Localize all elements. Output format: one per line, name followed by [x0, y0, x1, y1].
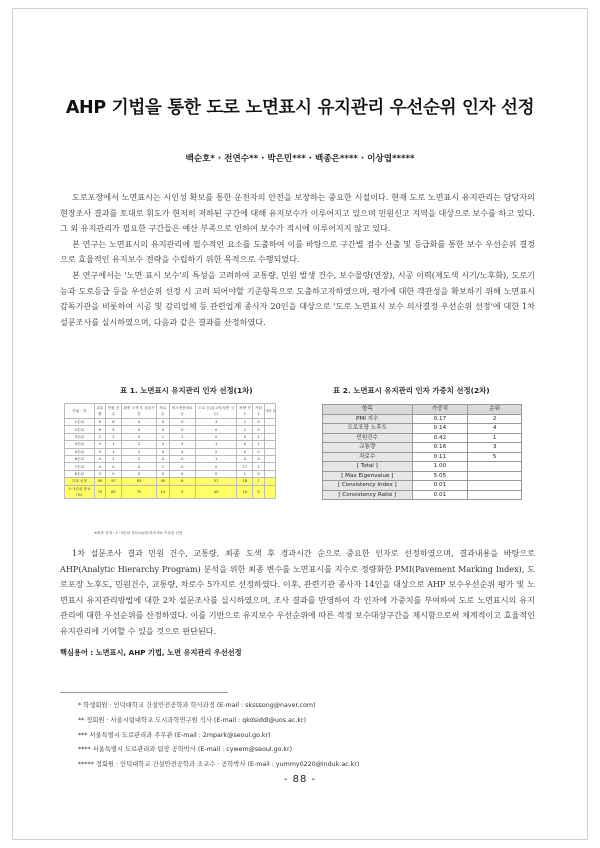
table1-header: 민원 건수: [105, 404, 121, 419]
table1-cell: [264, 485, 275, 498]
table1-header: 도로 등급(고속/일반 국도): [195, 404, 237, 419]
table1-cell: 0: [105, 463, 121, 470]
table2-header-row: [323, 405, 522, 415]
table1-cell: 0: [157, 426, 169, 433]
footnote-divider: [60, 692, 228, 693]
table1-cell: 1: [157, 433, 169, 440]
table1-cell: 0: [94, 463, 105, 470]
table1-cell: 5순위: [65, 448, 95, 455]
footnotes: [78, 699, 359, 773]
table1-cell: 2: [94, 433, 105, 440]
table1-cell: 3: [195, 419, 237, 426]
table2-header-weight: 가중치: [412, 405, 468, 415]
table1-cell: 특점 선정: [65, 478, 95, 485]
table1-cell: 0: [169, 426, 195, 433]
table1-cell: 0: [94, 455, 105, 462]
table1-cell: 0: [157, 448, 169, 455]
table2-item-label: [ Consistency Index ]: [323, 481, 413, 491]
table1-cell: 97: [105, 478, 121, 485]
table1-cell: 83: [121, 478, 156, 485]
paragraph-3: 본 연구에서는 '노면 표시 보수'의 특성을 고려하여 교통량, 민원 발생 건수, 보수물량(연장), 시공 이력(제도색 시기/노후화), 도로기능과 도로등급 등을 우선순위 선정 시 고려 되어야할 기준항목으로 도출하고자하였으며, 평가에 대한 객관성을 확보하기 위해 노면표시 감독기관을 비롯하여 시공 및 감리업체 등 관련업계 종사자 20인을 대상으로 '도로 노면표시 보수 의사결정 우선순위 선정'에 대한 1차 설문조사를 실시하였으며, 다음과 같은 결과를 산정하였다.: [60, 269, 535, 327]
abstract-body: [60, 190, 535, 330]
table2-rank: 5: [468, 452, 522, 462]
table2-item-label: [ Max Eigenvalue ]: [323, 471, 413, 481]
table1-cell: 5: [237, 433, 253, 440]
table2-rank: [468, 462, 522, 472]
table1-cell: 3순위: [65, 433, 95, 440]
table1-cell: 3: [157, 441, 169, 448]
table2-item-label: 민원건수: [323, 433, 413, 443]
table1-cell: 1: [105, 441, 121, 448]
table1-cell: 0: [94, 448, 105, 455]
table1-row: [65, 463, 276, 470]
table1-cell: 1: [253, 433, 264, 440]
table1-cell: 6: [105, 419, 121, 426]
table1-row: [65, 441, 276, 448]
table2-row: [323, 471, 522, 481]
table1-cell: 0: [253, 470, 264, 477]
table2-rank: 4: [468, 424, 522, 434]
footnote-4: **** 서울특별시 도로관리과 팀장 공학박사 (E-mail : cywem@seoul.go.kr): [78, 746, 293, 754]
table2-rank: 3: [468, 443, 522, 453]
table2-row: [323, 424, 522, 434]
table1-cell: [264, 455, 275, 462]
table1-summary-row: [65, 478, 276, 485]
table2-weight: 0.17: [412, 414, 468, 424]
table1-cell: 0: [253, 426, 264, 433]
table1-cell: 0: [121, 470, 156, 477]
table2-rank: [468, 490, 522, 500]
table1-cell: 18: [237, 478, 253, 485]
table1-cell: 40: [195, 485, 237, 498]
table1-cell: 2: [121, 448, 156, 455]
table1-cell: 5: [253, 485, 264, 498]
table1-cell: 0: [157, 470, 169, 477]
table1-cell: 5: [105, 426, 121, 433]
table1-cell: 0: [237, 441, 253, 448]
table2-caption: 표 2. 노면표시 유지관리 인자 가중치 선정(2차): [333, 386, 490, 395]
table1-cell: 1: [105, 448, 121, 455]
table1-row: [65, 426, 276, 433]
table2-header-rank: 순위: [468, 405, 522, 415]
paper-title: AHP 기법을 통한 도로 노면표시 유지관리 우선순위 인자 선정: [65, 98, 535, 118]
table1-cell: 1: [237, 419, 253, 426]
table1-cell: 0: [195, 426, 237, 433]
table2-row: [323, 481, 522, 491]
paragraph-4: 1차 설문조사 결과 민원 건수, 교통량, 최종 도색 후 경과시간 순으로 중요한 인자로 선정하였으며, 결과내용을 바탕으로 AHP(Analytic Hierarchy Program) 분석을 위한 최종 변수를 노면표시를 지수로 정량화한 PMI(Pavement Marking Index), 도로포장 노후도, 민원건수, 교통량, 차로수 5가지로 선정하였다. 이후, 관련기관 종사자 14인을 대상으로 AHP 보수우선순위 평가 및 노면표시 유지관리방법에 대한 2차 설문조사를 실시하였으며, 조사 결과를 반영하여 각 인자에 가중치를 부여하여 도로 노면표시의 유지관리에 대한 우선순위를 산정하였다. 이를 기반으로 유지보수 우선순위에 따른 적정 보수대상구간을 제시함으로써 체계적이고 효율적인 유지관리에 기여할 수 있을 것으로 판단된다.: [60, 548, 535, 636]
table1-cell: 85: [105, 485, 121, 498]
table1-cell: 0: [94, 441, 105, 448]
footnote-5: ***** 정회원 · 인덕대학교 건설안전공학과 조교수 · 공학박사 (E-mail : yummy0220@induk.ac.kr): [78, 761, 360, 769]
table1-cell: 15: [157, 485, 169, 498]
table1-cell: 0: [169, 463, 195, 470]
paragraph-2: 본 연구는 노면표시의 유지관리에 필수적인 요소를 도출하여 이를 바탕으로 구간별 점수 산출 및 등급화를 통한 보수 우선순위 결정으로 효율적인 유지보수 전략을 수립하기 위한 목적으로 수행되었다.: [60, 238, 535, 265]
table1-cell: 1: [157, 463, 169, 470]
table2-rank: 1: [468, 433, 522, 443]
table1-cell: 90: [94, 478, 105, 485]
table1-cell: 8: [169, 478, 195, 485]
table2-row: [323, 433, 522, 443]
table1-cell: 3: [169, 441, 195, 448]
table1-note: ※최종 선정 : 1~3순위 중요(%)에 따라 0% 이상을 선정: [94, 531, 183, 535]
table1-cell: [264, 448, 275, 455]
table1-cell: 5: [169, 485, 195, 498]
table2-weight: 1.00: [412, 462, 468, 472]
table1-cell: 0: [157, 455, 169, 462]
table1-cell: 45: [157, 478, 169, 485]
table1-cell: [264, 463, 275, 470]
table1-cell: 1: [105, 455, 121, 462]
table1-cell: 6: [94, 426, 105, 433]
table1-cell: 0: [253, 419, 264, 426]
table2-rank: [468, 471, 522, 481]
table1-summary-row: [65, 485, 276, 498]
table1-cell: 1: [237, 470, 253, 477]
table2-weight: 0.42: [412, 433, 468, 443]
table1-header: 기타 2: [264, 404, 275, 419]
table2-item-label: PMI 지수: [323, 414, 413, 424]
table1-header: 최종 도색 후 경과시간: [121, 404, 156, 419]
table1-body: [65, 419, 276, 499]
table1-cell: [264, 478, 275, 485]
page-number: - 88 -: [283, 774, 317, 785]
table1-cell: 1순위: [65, 419, 95, 426]
table1-cell: 2: [121, 441, 156, 448]
table1-row: [65, 470, 276, 477]
table2-rank: 2: [468, 414, 522, 424]
table1-cell: 0: [195, 470, 237, 477]
table1-cell: 0: [105, 470, 121, 477]
table1-header: 교통량: [94, 404, 105, 419]
table1-cell: 4: [169, 448, 195, 455]
table1-cell: 1: [195, 455, 237, 462]
table2-row: [323, 490, 522, 500]
table1-cell: 70: [94, 485, 105, 498]
table2-row: [323, 462, 522, 472]
footnote-1: * 학생회원 · 인덕대학교 건설안전공학과 학사과정 (E-mail : sksssong@naver.com): [78, 702, 316, 709]
table1-cell: 6: [94, 419, 105, 426]
table2-item-label: 차로수: [323, 452, 413, 462]
table1-cell: 2: [195, 448, 237, 455]
table1-cell: [264, 433, 275, 440]
table1-cell: 1: [237, 426, 253, 433]
table2-weight: 0.11: [412, 452, 468, 462]
table1-cell: 70: [121, 485, 156, 498]
table2-weight: 0.01: [412, 481, 468, 491]
footnote-2: ** 정회원 · 서울시립대학교 도시과학연구원 석사 (E-mail : qkdsiddl@uos.ac.kr): [78, 716, 307, 724]
table1-cell: 4순위: [65, 441, 95, 448]
table1-cell: 7: [253, 478, 264, 485]
table2-item-label: [ Total ]: [323, 462, 413, 472]
table2-header-item: 항목: [323, 405, 413, 415]
table1-cell: 1: [169, 433, 195, 440]
table1-cell: 0: [237, 448, 253, 455]
table1-cell: [264, 441, 275, 448]
table1-cell: 10: [237, 485, 253, 498]
table2-item-label: [ Consistency Ratio ]: [323, 490, 413, 500]
table1-cell: 0: [121, 426, 156, 433]
table2-factor-weights: [322, 404, 522, 500]
table2-body: [323, 414, 522, 500]
table1-cell: 0: [195, 463, 237, 470]
results-body: [60, 546, 535, 640]
keywords: 핵심용어 : 노면표시, AHP 기법, 노면 유지관리 우선선정: [60, 648, 242, 657]
table2-row: [323, 443, 522, 453]
table2-weight: 0.16: [412, 443, 468, 453]
table1-cell: 0: [253, 455, 264, 462]
table1-cell: 0: [169, 455, 195, 462]
table2-row: [323, 414, 522, 424]
footnote-3: *** 서울특별시 도로관리과 주무관 (E-mail : 2mpark@seoul.go.kr): [78, 731, 271, 739]
table1-cell: 0: [94, 470, 105, 477]
table1-row: [65, 433, 276, 440]
table1-cell: 1~3순위 중요(%): [65, 485, 95, 498]
table1-cell: 6순위: [65, 455, 95, 462]
table1-cell: 2순위: [65, 426, 95, 433]
table2-item-label: 교통량: [323, 443, 413, 453]
table1-cell: 5: [121, 433, 156, 440]
table1-row: [65, 455, 276, 462]
table2-weight: 0.14: [412, 424, 468, 434]
table1-factor-selection: [64, 403, 276, 499]
table1-cell: 2: [105, 433, 121, 440]
table2-weight: 5.05: [412, 471, 468, 481]
table1-cell: 8순위: [65, 470, 95, 477]
table1-header: 기타 1: [253, 404, 264, 419]
author-list: 백순호* · 전연수** · 박은민*** · 백종은**** · 이상엽*****: [185, 154, 415, 164]
table1-cell: 1: [253, 463, 264, 470]
table1-header: 차량 속도: [237, 404, 253, 419]
table1-cell: 17: [237, 463, 253, 470]
table2-rank: [468, 481, 522, 491]
table1-cell: 2: [121, 455, 156, 462]
table2-weight: 0.01: [412, 490, 468, 500]
table1-cell: 57: [195, 478, 237, 485]
table1-header: 버스전용차로 등: [169, 404, 195, 419]
table1-row: [65, 419, 276, 426]
table1-caption: 표 1. 노면표시 유지관리 인자 선정(1차): [120, 386, 253, 395]
table2-item-label: 도로포장 노후도: [323, 424, 413, 434]
table1-header: 차로 수: [157, 404, 169, 419]
table1-cell: [264, 419, 275, 426]
table1-cell: 1: [253, 441, 264, 448]
table1-row: [65, 448, 276, 455]
table1-cell: 7순위: [65, 463, 95, 470]
table1-cell: 0: [169, 419, 195, 426]
table1-cell: [264, 426, 275, 433]
table1-cell: 0: [253, 448, 264, 455]
table1-header: 단위 : 건: [65, 404, 95, 419]
table1-cell: 0: [157, 419, 169, 426]
table1-cell: [264, 470, 275, 477]
table1-cell: 0: [237, 455, 253, 462]
table1-cell: 0: [121, 463, 156, 470]
table1-cell: 4: [121, 419, 156, 426]
table2-row: [323, 452, 522, 462]
paragraph-1: 도로포장에서 노면표시는 시인성 확보를 통한 운전자의 안전을 보장하는 중요한 시설이다. 현재 도로 노면표시 유지관리는 담당자의 현장조사 결과를 토대로 휘도가 현저히 저하된 구간에 대해 유지보수가 이루어지고 있으며 민원신고 지역을 대상으로 보수를 하고 있다. 그 외 유지관리가 필요한 구간들은 예산 부족으로 인하여 보수가 적시에 이루어지지 않고 있다.: [60, 192, 535, 234]
table1-cell: 0: [169, 470, 195, 477]
table1-cell: 0: [195, 433, 237, 440]
table1-header-row: [65, 404, 276, 419]
table1-cell: 1: [195, 441, 237, 448]
